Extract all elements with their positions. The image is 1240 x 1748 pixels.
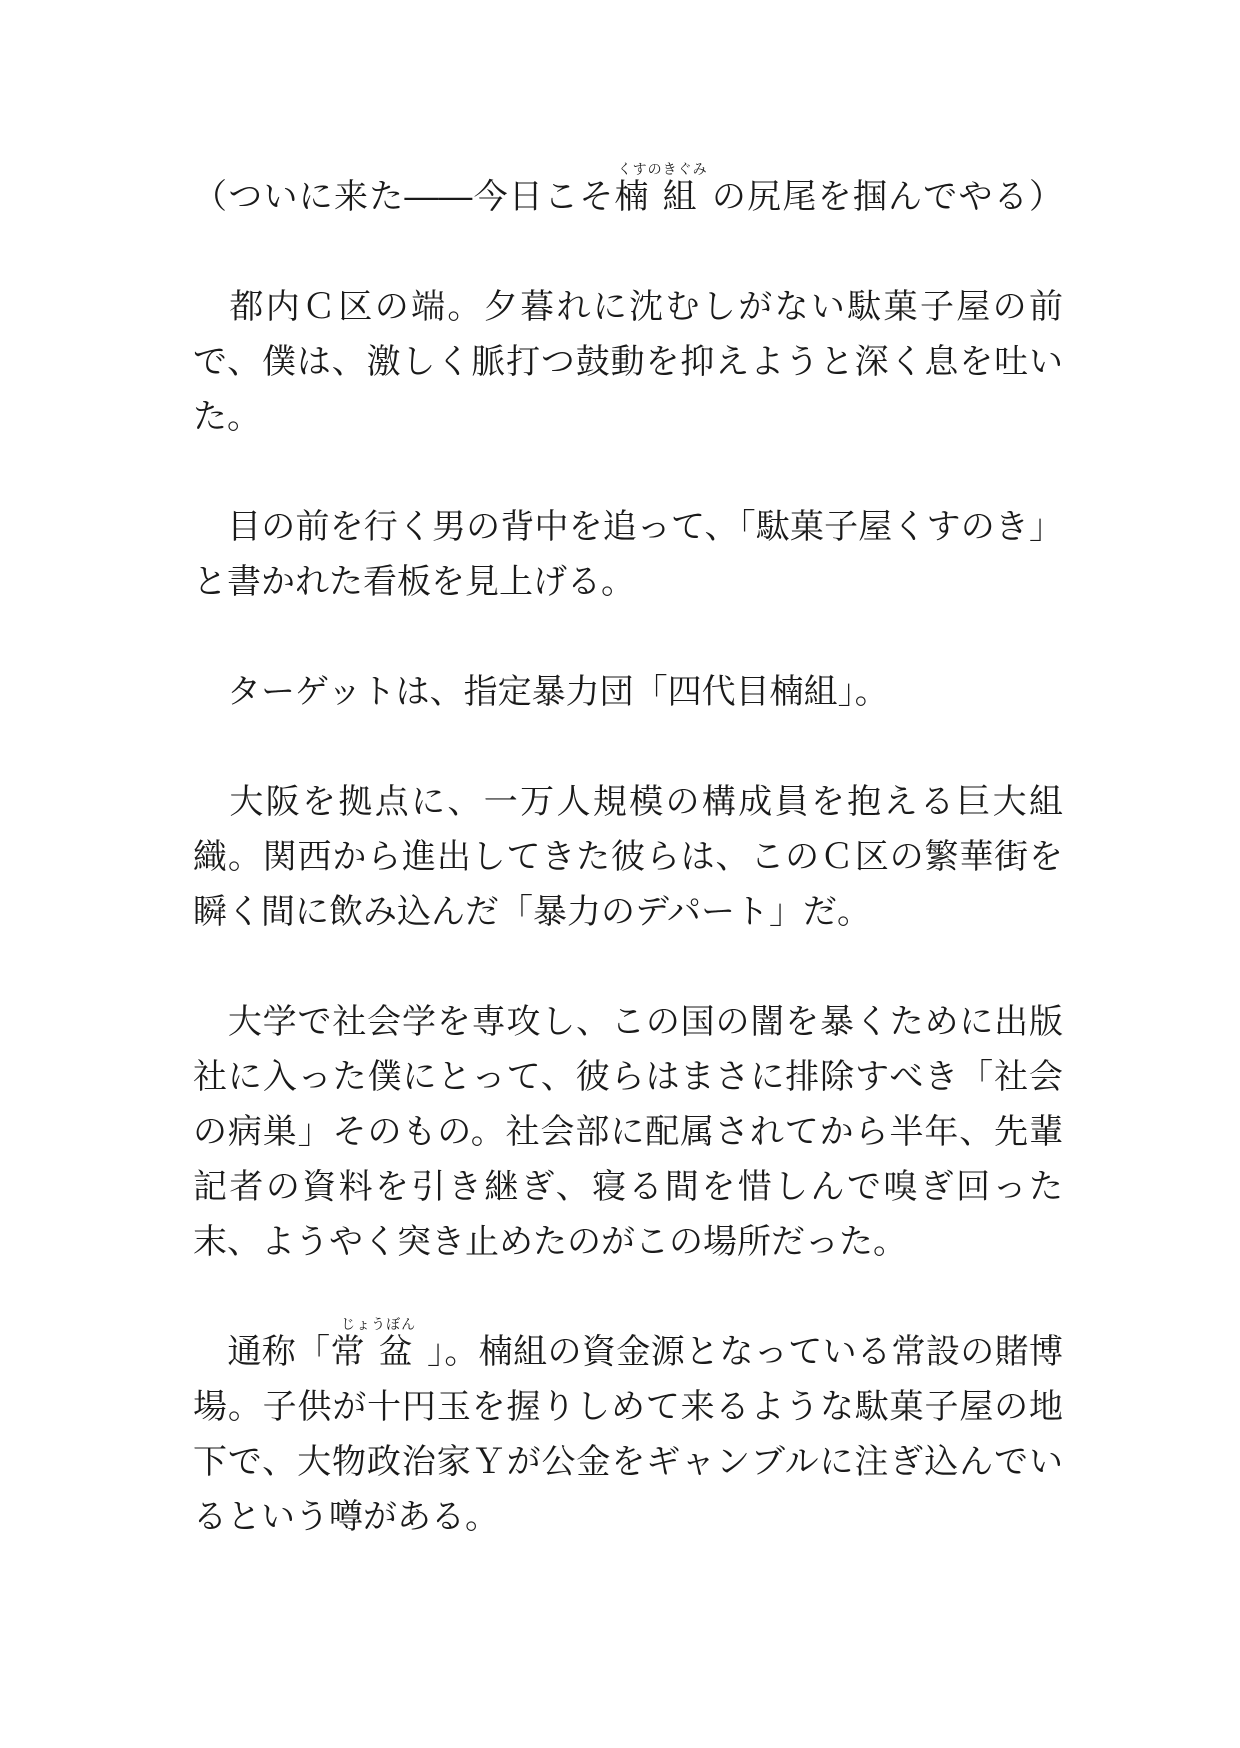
paragraph-line: た。 bbox=[193, 397, 261, 437]
ruby-base: 楠組 bbox=[614, 177, 711, 217]
paragraph-line: 目の前を行く男の背中を追って、「駄菓子屋くすのき」 bbox=[193, 507, 1063, 547]
paragraph-line: 瞬く間に飲み込んだ「暴力のデパート」だ。 bbox=[193, 892, 871, 932]
paragraph-line: 織。関西から進出してきた彼らは、このＣ区の繁華街を bbox=[193, 837, 1063, 877]
paragraph-line: 大学で社会学を専攻し、この国の闇を暴くために出版 bbox=[193, 1002, 1063, 1042]
novel-page-body bbox=[193, 162, 1064, 1545]
text-segment: 通称「 bbox=[193, 1332, 331, 1372]
ruby-base: 常盆 bbox=[330, 1332, 427, 1372]
paragraph-line: 都内Ｃ区の端。夕暮れに沈むしがない駄菓子屋の前 bbox=[193, 287, 1063, 327]
ruby-annotated-word bbox=[614, 162, 711, 225]
paragraph-line bbox=[193, 162, 1064, 225]
paragraph-line bbox=[193, 1317, 1064, 1380]
ruby-reading: くすのきぐみ bbox=[617, 162, 708, 178]
paragraph-line: 場。子供が十円玉を握りしめて来るような駄菓子屋の地 bbox=[193, 1387, 1063, 1427]
paragraph-line: で、僕は、激しく脈打つ鼓動を抑えようと深く息を吐い bbox=[193, 342, 1063, 382]
paragraph-line: 記者の資料を引き継ぎ、寝る間を惜しんで嗅ぎ回った bbox=[193, 1167, 1063, 1207]
paragraph-line: 末、ようやく突き止めたのがこの場所だった。 bbox=[193, 1222, 907, 1262]
ruby-reading: じょうぼん bbox=[341, 1317, 417, 1333]
paragraph-line: 大阪を拠点に、一万人規模の構成員を抱える巨大組 bbox=[193, 782, 1063, 822]
paragraph-line: るという噂がある。 bbox=[193, 1497, 499, 1537]
text-segment: の尻尾を掴んでやる） bbox=[710, 177, 1064, 217]
ruby-annotated-word bbox=[330, 1317, 427, 1380]
paragraph-line: の病巣」そのもの。社会部に配属されてから半年、先輩 bbox=[193, 1112, 1063, 1152]
paragraph-line: と書かれた看板を見上げる。 bbox=[193, 562, 635, 602]
paragraph-line: 社に入った僕にとって、彼らはまさに排除すべき「社会 bbox=[193, 1057, 1063, 1097]
text-segment: （ついに来た――今日こそ bbox=[193, 177, 615, 217]
text-segment: 」。楠組の資金源となっている常設の賭博 bbox=[426, 1332, 1064, 1372]
paragraph-line: ターゲットは、指定暴力団「四代目楠組」。 bbox=[193, 672, 889, 712]
paragraph-line: 下で、大物政治家Ｙが公金をギャンブルに注ぎ込んでい bbox=[193, 1442, 1063, 1482]
